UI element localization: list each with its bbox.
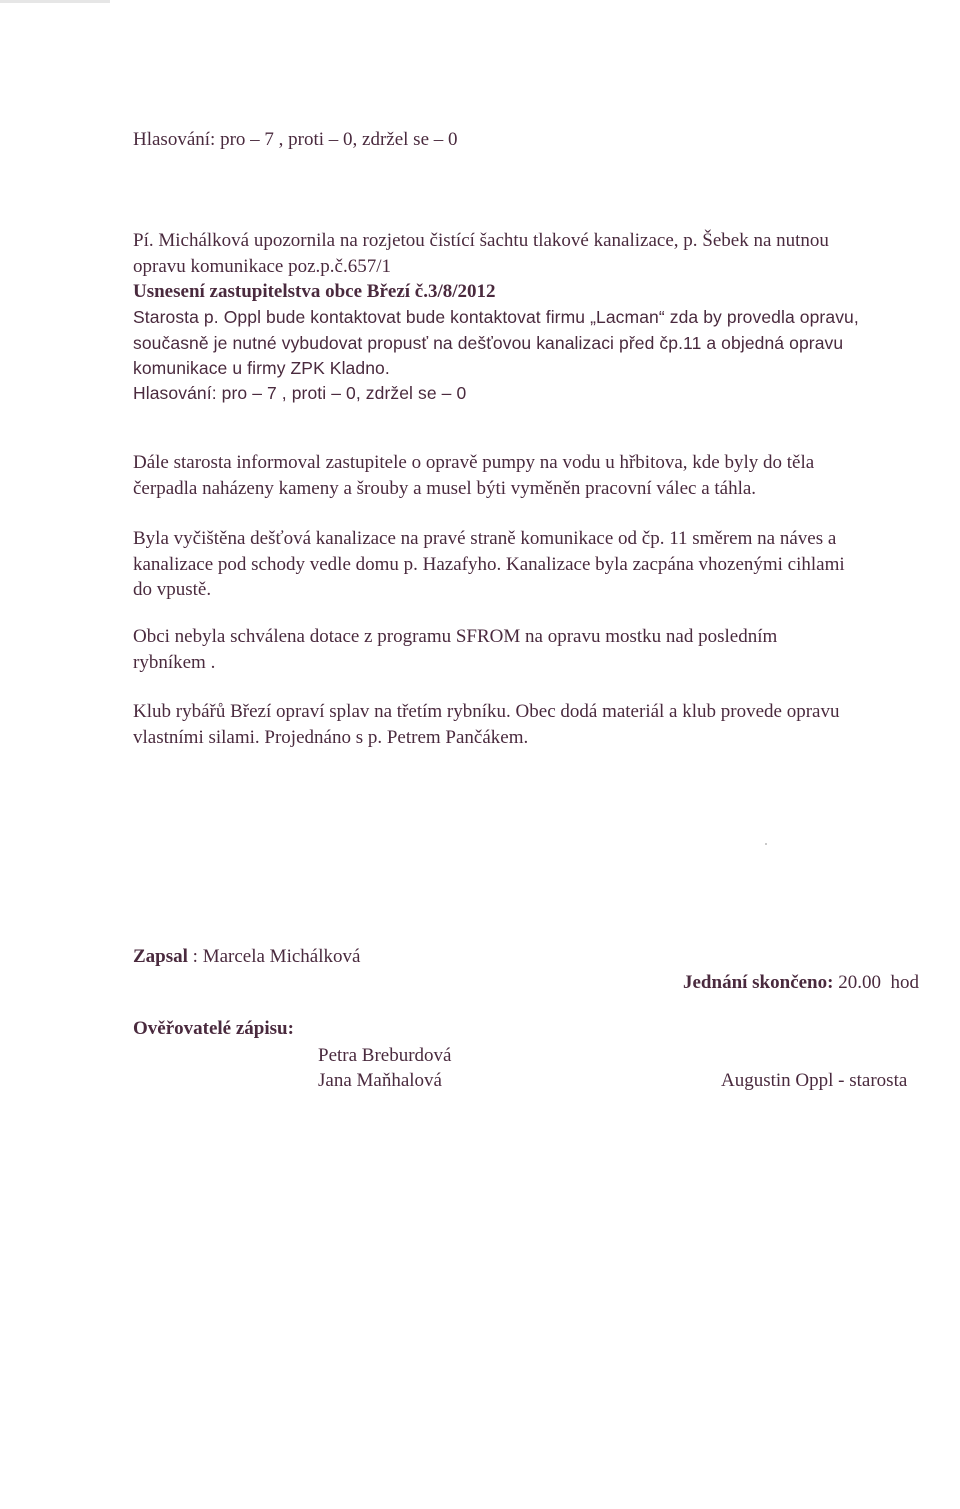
verifiers-label: Ověřovatelé zápisu: (133, 1018, 294, 1039)
scan-speck (765, 843, 767, 845)
recorded-by-name: Marcela Michálková (202, 946, 361, 967)
verifier-1: Petra Breburdová (318, 1045, 452, 1066)
paragraph-3-line-3: do vpustě. (133, 579, 212, 600)
vote-line-2: Hlasování: pro – 7 , proti – 0, zdržel se – 0 (133, 383, 467, 403)
resolution-line-1: Starosta p. Oppl bude kontaktovat bude kontaktovat firmu „Lacman“ zda by provedla opravu, (133, 307, 859, 327)
resolution-line-3: komunikace u firmy ZPK Kladno. (133, 358, 390, 378)
verifier-2: Jana Maňhalová (318, 1070, 442, 1091)
resolution-line-2: současně je nutné vybudovat propusť na dešťovou kanalizaci před čp.11 a objedná opravu (133, 333, 844, 353)
recorded-by-label: Zapsal (133, 946, 188, 967)
recorded-by (133, 944, 360, 970)
paragraph-2-line-1: Dále starosta informoval zastupitele o opravě pumpy na vodu u hřbitova, kde byly do těla (133, 452, 815, 473)
vote-line-1: Hlasování: pro – 7 , proti – 0, zdržel se – 0 (133, 129, 458, 150)
paragraph-4-line-2: rybníkem . (133, 652, 216, 673)
scan-edge-mark (0, 0, 110, 3)
resolution-title: Usnesení zastupitelstva obce Březí č.3/8/2012 (133, 281, 496, 302)
recorded-by-separator: : (187, 946, 203, 967)
paragraph-1-line-2: opravu komunikace poz.p.č.657/1 (133, 256, 392, 277)
paragraph-3-line-2: kanalizace pod schody vedle domu p. Hazafyho. Kanalizace byla zacpána vhozenými cihlami (133, 554, 845, 575)
mayor-signature-line: Augustin Oppl - starosta (721, 1070, 908, 1091)
paragraph-3-line-1: Byla vyčištěna dešťová kanalizace na pravé straně komunikace od čp. 11 směrem na náves a (133, 528, 837, 549)
paragraph-2-line-2: čerpadla naházeny kameny a šrouby a musel býti vyměněn pracovní válec a táhla. (133, 478, 757, 499)
paragraph-5-line-2: vlastními silami. Projednáno s p. Petrem Pančákem. (133, 727, 529, 748)
paragraph-1-line-1: Pí. Michálková upozornila na rozjetou čistící šachtu tlakové kanalizace, p. Šebek na nutnou (133, 230, 829, 251)
paragraph-5-line-1: Klub rybářů Březí opraví splav na třetím rybníku. Obec dodá materiál a klub provede opravu (133, 701, 840, 722)
meeting-ended-label: Jednání skončeno: (683, 972, 834, 993)
paragraph-4-line-1: Obci nebyla schválena dotace z programu SFROM na opravu mostku nad posledním (133, 626, 778, 647)
meeting-ended (683, 970, 919, 996)
meeting-ended-time: 20.00 hod (833, 972, 919, 993)
